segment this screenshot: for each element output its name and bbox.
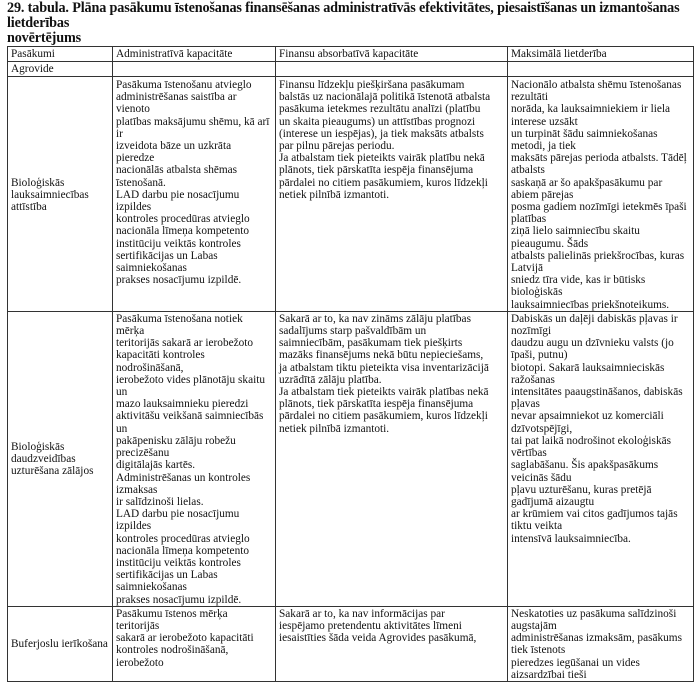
table-row xyxy=(8,311,694,606)
text-line: Dabiskās un daļēji dabiskās pļavas ir nozīmīgi xyxy=(511,312,678,338)
text-line: netiek pilnībā izmantoti. xyxy=(279,422,390,435)
text-line: un turpināt šādu saimniekošanas metodi, ja tiek xyxy=(511,127,658,153)
text-line: Ja atbalstam tiek pieteikts vairāk platības nekā xyxy=(279,386,489,399)
max-benefit-cell xyxy=(508,606,694,681)
text-line: prakses nosacījumu izpildē. xyxy=(116,593,242,606)
header-row xyxy=(8,47,694,62)
text-line: administrēšanas saistība ar vienoto xyxy=(116,91,237,116)
text-line: pārdalei no citiem pasākumiem, kuros līdzekļi xyxy=(279,176,488,189)
text-line: daudzu augu un dzīvnieku valsts (jo īpaši, putnu) xyxy=(511,337,674,362)
text-line: pārdalei no citiem pasākumiem, kuros līdzekļi xyxy=(279,410,488,423)
measure-name-cell xyxy=(8,77,113,312)
text-line: platības maksājumu shēmu, kā arī ir xyxy=(116,115,270,140)
text-line: plānots, tiek pārskatīta iespēja finansējuma xyxy=(279,164,474,177)
text-line: ja atbalstam tiktu pieteikta visa inventarizācijā xyxy=(279,361,489,374)
text-line: Bioloģiskās xyxy=(11,440,65,453)
empty-cell xyxy=(508,62,694,77)
text-line: mazāks finansējums nekā būtu nepieciešams, xyxy=(279,349,484,362)
text-line: intensitātes paaugstināšanos, dabiskās pļavas xyxy=(511,386,683,411)
text-line: Bioloģiskās xyxy=(11,176,65,189)
text-line: uzrādītā zālāju platība. xyxy=(279,373,382,386)
text-line: Ja atbalstam tiek pieteikts vairāk platību nekā xyxy=(279,152,485,165)
text-line: kontroles procedūras atvieglo xyxy=(116,532,250,545)
finance-capacity-cell xyxy=(276,311,508,606)
text-line: saglabāšanu. Šis apakšpasākums veicinās šādu xyxy=(511,459,659,484)
text-line: plānots, tiek pārskatīta iespēja finansējuma xyxy=(279,398,474,411)
text-line: (interese un iespējas), ja tiek maksāts atbalsts xyxy=(279,127,484,140)
text-line: sadalījums starp pašvaldībām un xyxy=(279,325,427,338)
text-line: daudzveidības xyxy=(11,453,76,466)
text-line: pakāpenisku zālāju robežu precizēšanu xyxy=(116,434,236,460)
text-line: iesaistīties šāda veida Agrovides pasākumā, xyxy=(279,632,477,645)
text-line: prakses nosacījumu izpildē. xyxy=(116,274,242,287)
text-line: saskaņā ar šo apakšpasākumu par abiem pārejas xyxy=(511,176,663,201)
header-admin-capacity: Administratīvā kapacitāte xyxy=(113,47,276,62)
header-finance-capacity: Finansu absorbatīvā kapacitāte xyxy=(276,47,508,62)
text-line: attīstība xyxy=(11,201,47,214)
text-line: ierobežoto vides plānotāju skaitu un xyxy=(116,373,266,399)
text-line: aktivitāšu veikšanā saimniecībās un xyxy=(116,410,264,435)
text-line: atbalsts palielinās priekšrocības, kuras Latvijā xyxy=(511,249,685,275)
measure-name-cell xyxy=(8,311,113,606)
header-max-benefit: Maksimālā lietderība xyxy=(508,47,694,62)
group-row xyxy=(8,62,694,77)
text-line: kontroles nodrošināšanā, ierobežoto xyxy=(116,644,229,669)
text-line: Pasākuma īstenošana notiek mērķa xyxy=(116,312,243,338)
text-line: kontroles procedūras atvieglo xyxy=(116,213,250,226)
text-line: Sakarā ar to, ka nav zināms zālāju platības xyxy=(279,312,471,325)
text-line: maksāts pārejas perioda atbalsts. Tādēļ atbalsts xyxy=(511,152,687,177)
finance-capacity-cell xyxy=(276,77,508,312)
text-line: nacionāla līmeņa kompetento xyxy=(116,544,250,557)
text-line: Pasākuma īstenošanu atvieglo xyxy=(116,79,252,91)
text-line: posma gadiem nozīmīgi ietekmēs īpaši platības xyxy=(511,201,687,226)
text-line: LAD darbu pie nosacījumu izpildes xyxy=(116,508,240,533)
text-line: lauksaimniecības priekšnoteikums. xyxy=(511,298,670,311)
text-line: sertifikācijas un Labas saimniekošanas xyxy=(116,569,218,594)
text-line: sertifikācijas un Labas saimniekošanas xyxy=(116,249,218,275)
text-line: pasākuma ietekmes rezultātu analīzi (platību xyxy=(279,103,481,116)
text-line: LAD darbu pie nosacījumu izpildes xyxy=(116,188,240,214)
text-line: ar krūmiem vai citos gadījumos tajās tiktu veikta xyxy=(511,508,678,533)
text-line: izveidota bāze un uzkrāta pieredze xyxy=(116,140,232,165)
table-row xyxy=(8,77,694,312)
text-line: Neskatoties uz pasākuma salīdzinoši augstajām xyxy=(511,607,677,632)
caption-line-2: novērtējums xyxy=(7,30,81,46)
text-line: digitālajās kartēs. xyxy=(116,459,196,472)
text-line: institūciju veiktās kontroles xyxy=(116,556,241,569)
text-line: iespējamo pretendentu aktivitātes līmeni xyxy=(279,619,462,632)
text-line: tai pat laikā nodrošinot ekoloģiskās vērtības xyxy=(511,434,672,460)
text-line: lauksaimniecības xyxy=(11,188,89,201)
text-line: sniedz tīra vide, kas ir būtisks bioloģiskās xyxy=(511,274,646,299)
text-line: nacionāla līmeņa kompetento xyxy=(116,225,250,238)
text-line: uzturēšana zālājos xyxy=(11,465,94,478)
table-caption xyxy=(7,1,695,46)
text-line: norāda, ka lauksaimniekiem ir liela interese uzsākt xyxy=(511,103,671,128)
admin-capacity-cell xyxy=(113,311,276,606)
admin-capacity-cell xyxy=(113,606,276,681)
text-line: saimniecībām, pasākumam tiek piešķirts xyxy=(279,337,463,350)
max-benefit-cell xyxy=(508,77,694,312)
text-line: balstās uz nacionālajā politikā īstenotā atbalsta xyxy=(279,91,491,104)
text-line: Finansu līdzekļu piešķiršana pasākumam xyxy=(279,79,465,91)
text-line: nacionālās atbalsta shēmas īstenošanā. xyxy=(116,164,238,189)
text-line: intensīvā lauksaimniecība. xyxy=(511,532,631,545)
group-label: Agrovide xyxy=(8,62,113,77)
text-line: ir salīdzinoši lielas. xyxy=(116,495,204,508)
empty-cell xyxy=(113,62,276,77)
text-line: netiek pilnībā izmantoti. xyxy=(279,188,390,201)
header-measures: Pasākumi xyxy=(8,47,113,62)
text-line: teritorijās sakarā ar ierobežoto xyxy=(116,337,254,350)
text-line: nevar apsaimniekot uz komerciāli dzīvotspējīgi, xyxy=(511,410,664,435)
text-line: Administrēšanas un kontroles izmaksas xyxy=(116,471,251,496)
text-line: mazo lauksaimnieku pieredzi xyxy=(116,398,249,411)
text-line: pļavu uzturēšanu, kuras pretējā gadījumā aizaugtu xyxy=(511,483,652,508)
text-line: Buferjoslu ierīkošana xyxy=(11,638,108,651)
finance-capacity-cell xyxy=(276,606,508,681)
text-line: Pasākumu īstenos mērķa teritorijās xyxy=(116,607,228,632)
text-line: Sakarā ar to, ka nav informācijas par xyxy=(279,607,445,620)
text-line: par pilnu pārejas periodu. xyxy=(279,140,395,153)
text-line: biotopi. Sakarā lauksaimnieciskās ražošanas xyxy=(511,361,665,386)
admin-capacity-cell xyxy=(113,77,276,312)
empty-cell xyxy=(276,62,508,77)
text-line: sakarā ar ierobežoto kapacitāti xyxy=(116,632,254,645)
text-line: Nacionālo atbalsta shēmu īstenošanas rezultāti xyxy=(511,79,682,104)
text-line: institūciju veiktās kontroles xyxy=(116,237,241,250)
evaluation-table xyxy=(7,46,694,682)
table-row xyxy=(8,606,694,681)
text-line: pieredzes iegūšanai un vides aizsardzībai tieši xyxy=(511,656,640,681)
text-line: administrēšanas izmaksām, pasākums tiek īstenots xyxy=(511,632,682,657)
text-line: un skaita pieaugums) un attīstības prognozi xyxy=(279,115,476,128)
max-benefit-cell xyxy=(508,311,694,606)
text-line: kapacitāti kontroles nodrošināšanā, xyxy=(116,349,205,374)
text-line: ziņā lielo saimniecību skaitu pieaugumu. Šāds xyxy=(511,225,640,250)
measure-name-cell xyxy=(8,606,113,681)
caption-line-1: 29. tabula. Plāna pasākumu īstenošanas finansēšanas administratīvās efektivitātes, piesaistīšanas un izmantošanas lietderības xyxy=(7,0,680,31)
